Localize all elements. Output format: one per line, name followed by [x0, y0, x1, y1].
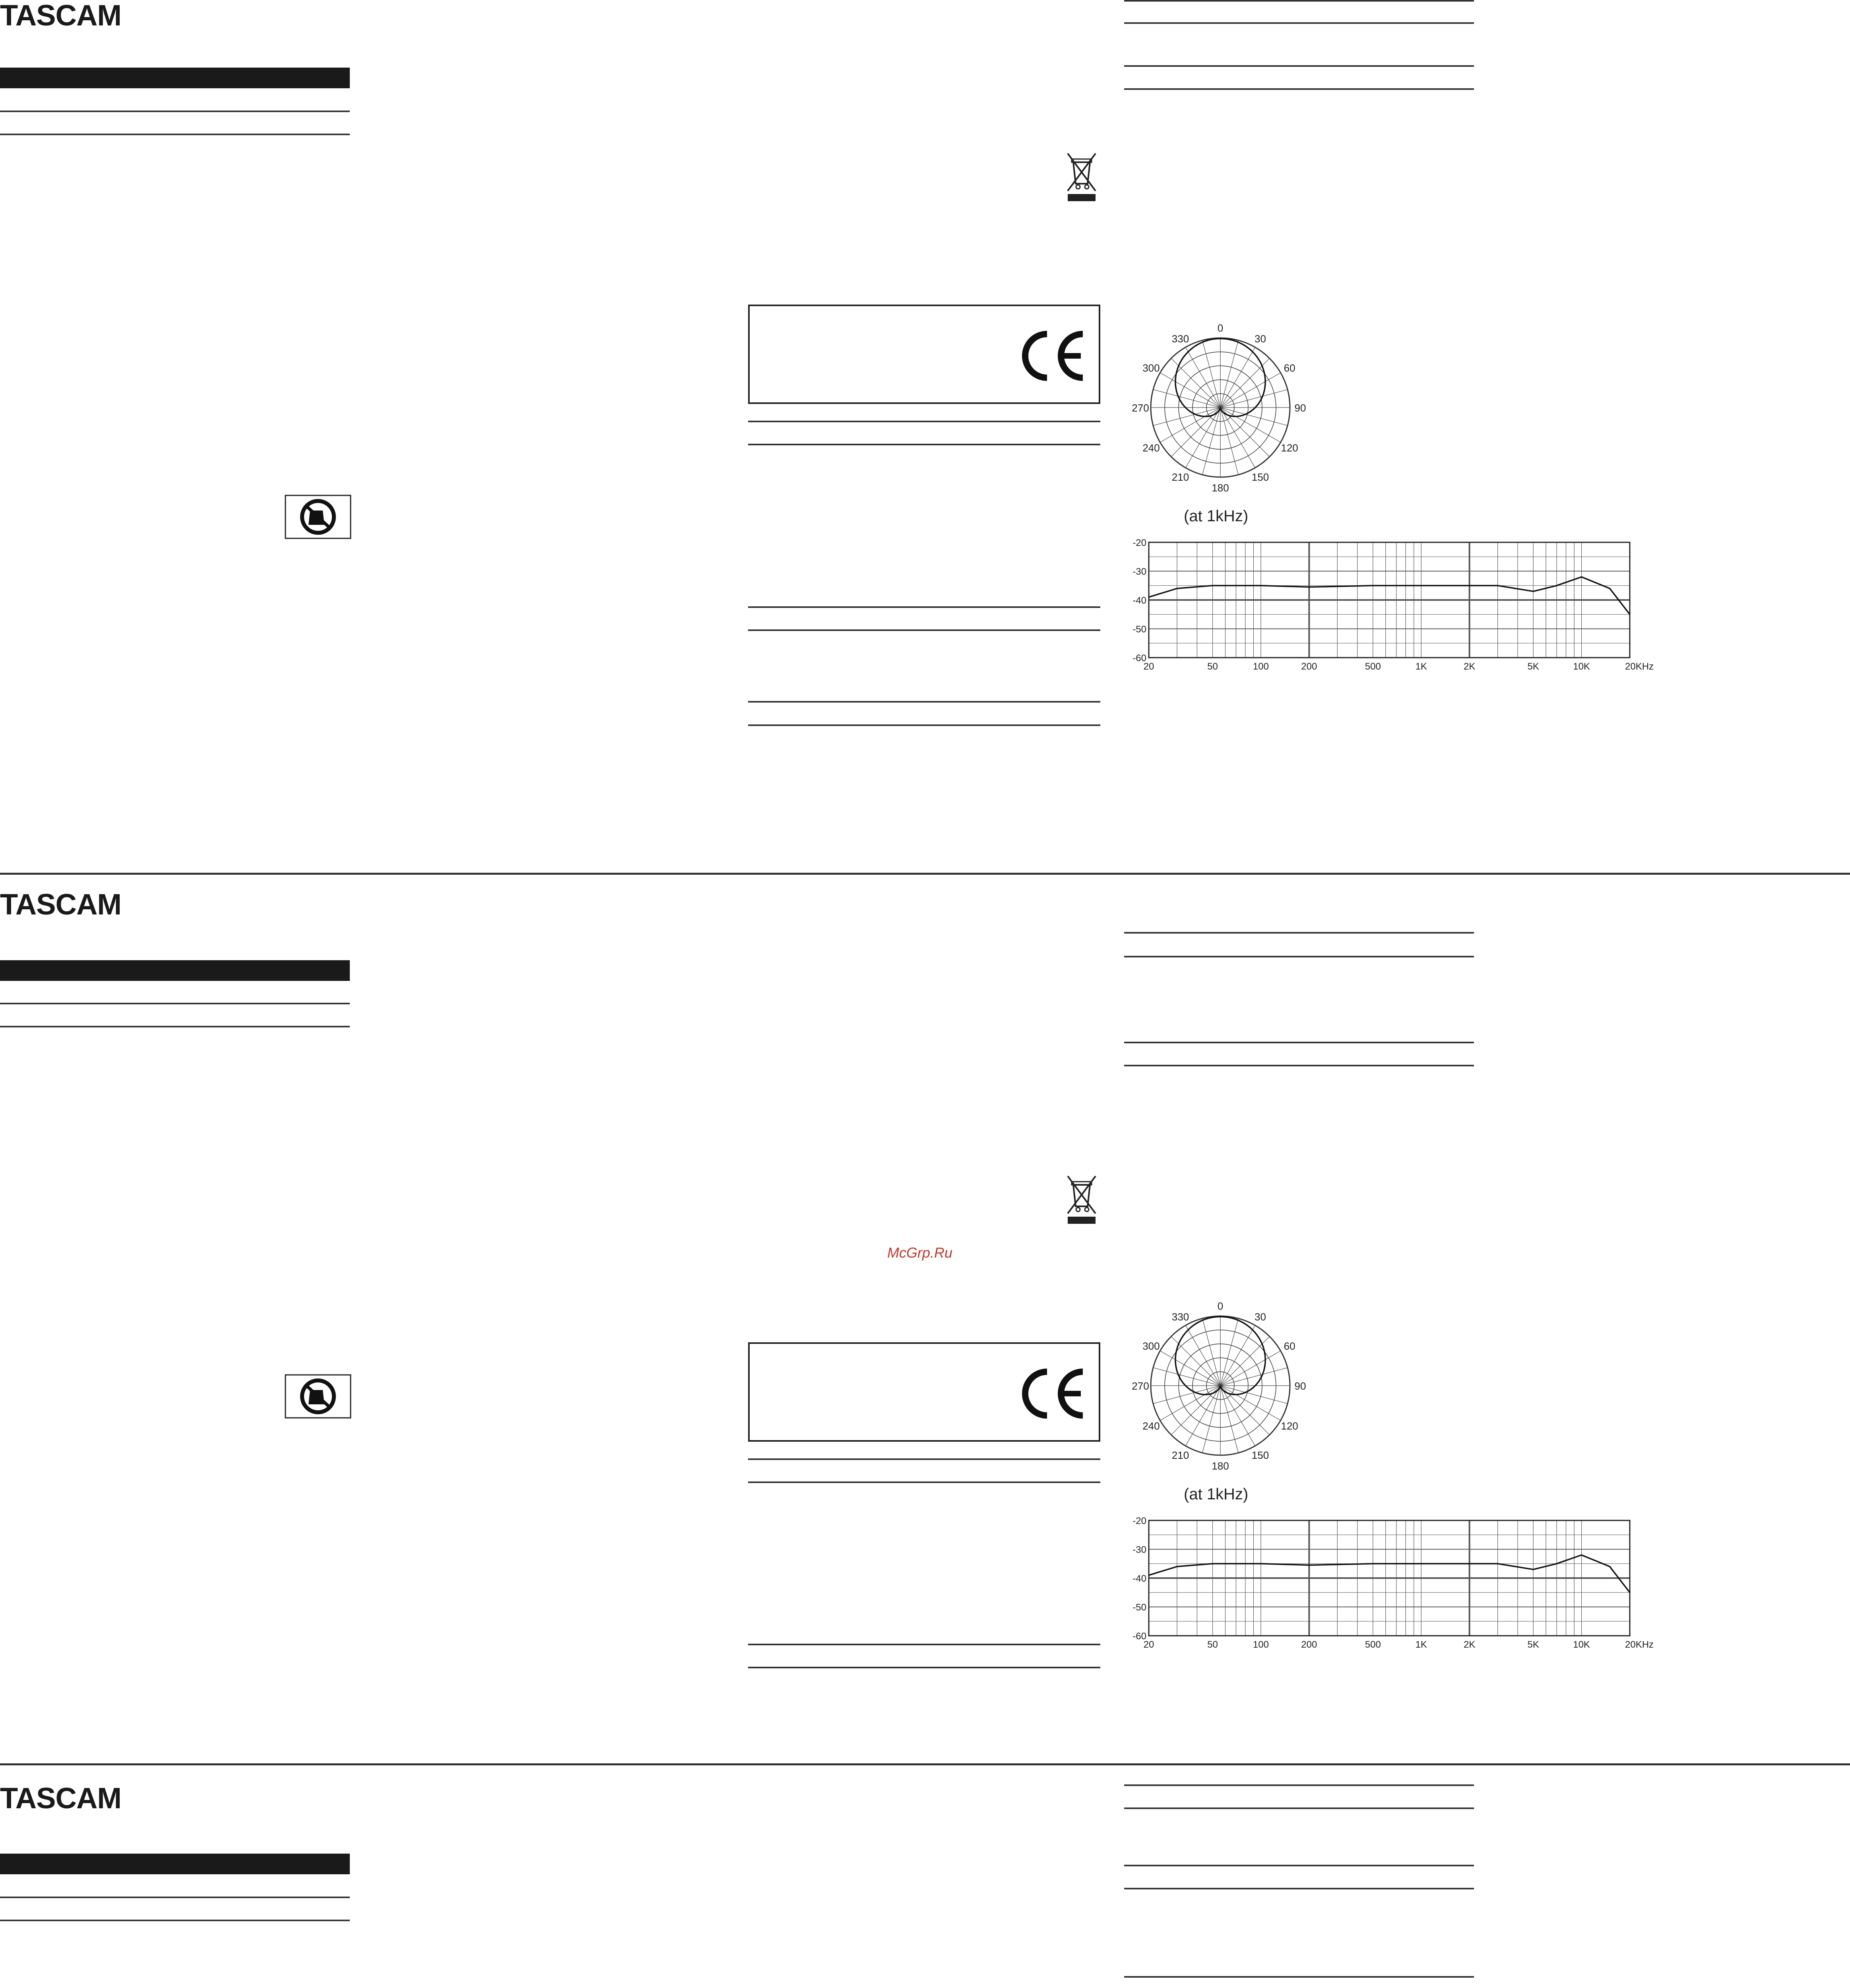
- freq-y-tick-label: -60: [1132, 1631, 1146, 1642]
- rule: [748, 629, 1100, 631]
- freq-y-tick-label: -40: [1132, 1573, 1146, 1584]
- section-title-bar: [0, 1854, 350, 1874]
- freq-x-tick-label: 50: [1207, 1639, 1218, 1650]
- polar-angle-label: 180: [1212, 1460, 1229, 1472]
- rule: [0, 1003, 350, 1004]
- freq-x-tick-label: 10K: [1573, 1639, 1590, 1650]
- polar-spoke: [1160, 408, 1220, 443]
- polar-spoke: [1202, 1386, 1220, 1453]
- freq-x-tick-label: 10K: [1573, 661, 1590, 672]
- polar-spoke: [1220, 1318, 1238, 1386]
- freq-y-tick-label: -30: [1132, 566, 1146, 577]
- rule: [748, 606, 1100, 608]
- rule: [1124, 65, 1474, 67]
- rule: [1124, 1065, 1474, 1066]
- rule: [0, 1026, 350, 1027]
- polar-angle-label: 150: [1251, 471, 1269, 483]
- polar-spoke: [1220, 1325, 1255, 1386]
- cart-warning-icon: [285, 495, 351, 539]
- polar-angle-label: 60: [1284, 362, 1295, 374]
- ce-notice-box: [748, 1342, 1100, 1442]
- polar-pattern: [1125, 322, 1332, 529]
- rule: [748, 421, 1100, 422]
- rule: [0, 111, 350, 112]
- freq-y-tick-label: -40: [1132, 595, 1146, 606]
- freq-y-tick-label: -50: [1132, 1602, 1146, 1613]
- polar-angle-label: 0: [1217, 1300, 1224, 1312]
- polar-angle-label: 300: [1142, 362, 1160, 374]
- polar-angle-label: 120: [1281, 442, 1298, 454]
- ce-notice-box: [748, 305, 1100, 404]
- tascam-logo: TASCAM: [0, 1782, 122, 1815]
- polar-angle-label: 150: [1251, 1449, 1269, 1462]
- rule: [1124, 1042, 1474, 1043]
- polar-spoke: [1220, 340, 1238, 408]
- freq-x-tick-label: 500: [1365, 661, 1381, 672]
- rule: [1124, 22, 1474, 24]
- polar-caption: (at 1kHz): [1184, 1485, 1249, 1503]
- polar-angle-label: 330: [1171, 1310, 1189, 1323]
- polar-angle-label: 240: [1142, 1420, 1160, 1432]
- rule: [1124, 1807, 1474, 1809]
- rule: [1124, 1784, 1474, 1786]
- polar-spoke: [1202, 1318, 1220, 1386]
- rule: [1124, 1865, 1474, 1866]
- rule: [1124, 0, 1474, 2]
- polar-caption: (at 1kHz): [1184, 507, 1249, 525]
- freq-x-tick-label: 2K: [1463, 661, 1476, 672]
- frequency-response-chart: [1121, 1515, 1670, 1658]
- polar-angle-label: 90: [1294, 402, 1306, 414]
- polar-angle-label: 0: [1217, 322, 1224, 334]
- freq-y-tick-label: -50: [1132, 624, 1146, 635]
- tascam-logo: TASCAM: [0, 888, 122, 921]
- rule: [1124, 956, 1474, 957]
- rule: [748, 1644, 1100, 1645]
- polar-angle-label: 240: [1142, 442, 1160, 454]
- polar-angle-label: 60: [1284, 1340, 1295, 1352]
- rule: [1124, 1976, 1474, 1978]
- polar-spoke: [1220, 347, 1255, 408]
- polar-spoke: [1220, 1351, 1281, 1386]
- polar-angle-label: 90: [1294, 1380, 1306, 1392]
- section-title-bar: [0, 960, 350, 981]
- rule: [0, 134, 350, 135]
- watermark-text: McGrp.Ru: [887, 1244, 953, 1261]
- section-title-bar: [0, 68, 350, 88]
- polar-pattern: [1125, 1300, 1332, 1507]
- polar-angle-label: 210: [1171, 1449, 1189, 1462]
- polar-angle-label: 30: [1255, 1310, 1266, 1323]
- polar-angle-label: 270: [1132, 402, 1149, 414]
- rule: [748, 444, 1100, 445]
- rule: [1124, 1888, 1474, 1889]
- cart-warning-icon: [285, 1374, 351, 1419]
- freq-y-tick-label: -60: [1132, 653, 1146, 664]
- freq-x-tick-label: 2K: [1463, 1639, 1476, 1650]
- polar-spoke: [1220, 408, 1281, 443]
- panel-1: [0, 0, 1850, 873]
- panel-2: [0, 875, 1850, 1763]
- polar-spoke: [1160, 373, 1220, 408]
- freq-x-tick-label: 20: [1143, 661, 1154, 672]
- rule: [1124, 88, 1474, 90]
- frequency-response-chart: [1121, 537, 1670, 680]
- polar-spoke: [1220, 1386, 1281, 1421]
- polar-spoke: [1202, 408, 1220, 475]
- freq-x-tick-label: 500: [1365, 1639, 1381, 1650]
- rule: [748, 724, 1100, 726]
- ce-mark-icon: [1015, 330, 1087, 384]
- polar-angle-label: 270: [1132, 1380, 1149, 1392]
- freq-x-tick-label: 200: [1301, 1639, 1317, 1650]
- freq-x-tick-label: 5K: [1527, 1639, 1539, 1650]
- freq-response-curve: [1149, 577, 1630, 614]
- polar-spoke: [1220, 1368, 1288, 1386]
- polar-spoke: [1186, 347, 1221, 408]
- freq-x-tick-label: 20KHz: [1625, 1639, 1654, 1650]
- rule: [0, 1897, 350, 1898]
- rule: [748, 1667, 1100, 1668]
- weee-bin-icon: [1064, 1174, 1100, 1225]
- polar-spoke: [1220, 390, 1288, 408]
- rule: [748, 1481, 1100, 1483]
- freq-x-tick-label: 100: [1253, 1639, 1269, 1650]
- freq-x-tick-label: 1K: [1415, 661, 1427, 672]
- freq-response-curve: [1149, 1555, 1630, 1592]
- freq-x-tick-label: 100: [1253, 661, 1269, 672]
- polar-angle-label: 300: [1142, 1340, 1160, 1352]
- polar-spoke: [1220, 1386, 1238, 1453]
- polar-angle-label: 30: [1255, 332, 1266, 345]
- weee-bin-icon: [1064, 151, 1100, 203]
- freq-x-tick-label: 200: [1301, 661, 1317, 672]
- rule: [0, 1920, 350, 1921]
- freq-x-tick-label: 1K: [1415, 1639, 1427, 1650]
- polar-spoke: [1186, 1325, 1221, 1386]
- polar-spoke: [1220, 408, 1238, 475]
- freq-y-tick-label: -20: [1132, 538, 1146, 548]
- panel-3: [0, 1765, 1850, 1988]
- polar-spoke: [1153, 1368, 1220, 1386]
- polar-angle-label: 180: [1212, 482, 1229, 494]
- polar-spoke: [1160, 1386, 1220, 1421]
- polar-spoke: [1153, 390, 1220, 408]
- freq-x-tick-label: 5K: [1527, 661, 1539, 672]
- freq-x-tick-label: 20: [1143, 1639, 1154, 1650]
- rule: [748, 1458, 1100, 1460]
- polar-angle-label: 210: [1171, 471, 1189, 483]
- rule: [748, 701, 1100, 703]
- polar-angle-label: 120: [1281, 1420, 1298, 1432]
- polar-spoke: [1202, 340, 1220, 408]
- tascam-logo: TASCAM: [0, 0, 122, 32]
- polar-spoke: [1220, 373, 1281, 408]
- freq-x-tick-label: 50: [1207, 661, 1218, 672]
- rule: [1124, 932, 1474, 934]
- ce-mark-icon: [1015, 1368, 1087, 1421]
- freq-y-tick-label: -30: [1132, 1544, 1146, 1555]
- polar-spoke: [1160, 1351, 1220, 1386]
- freq-x-tick-label: 20KHz: [1625, 661, 1654, 672]
- freq-y-tick-label: -20: [1132, 1516, 1146, 1526]
- polar-angle-label: 330: [1171, 332, 1189, 345]
